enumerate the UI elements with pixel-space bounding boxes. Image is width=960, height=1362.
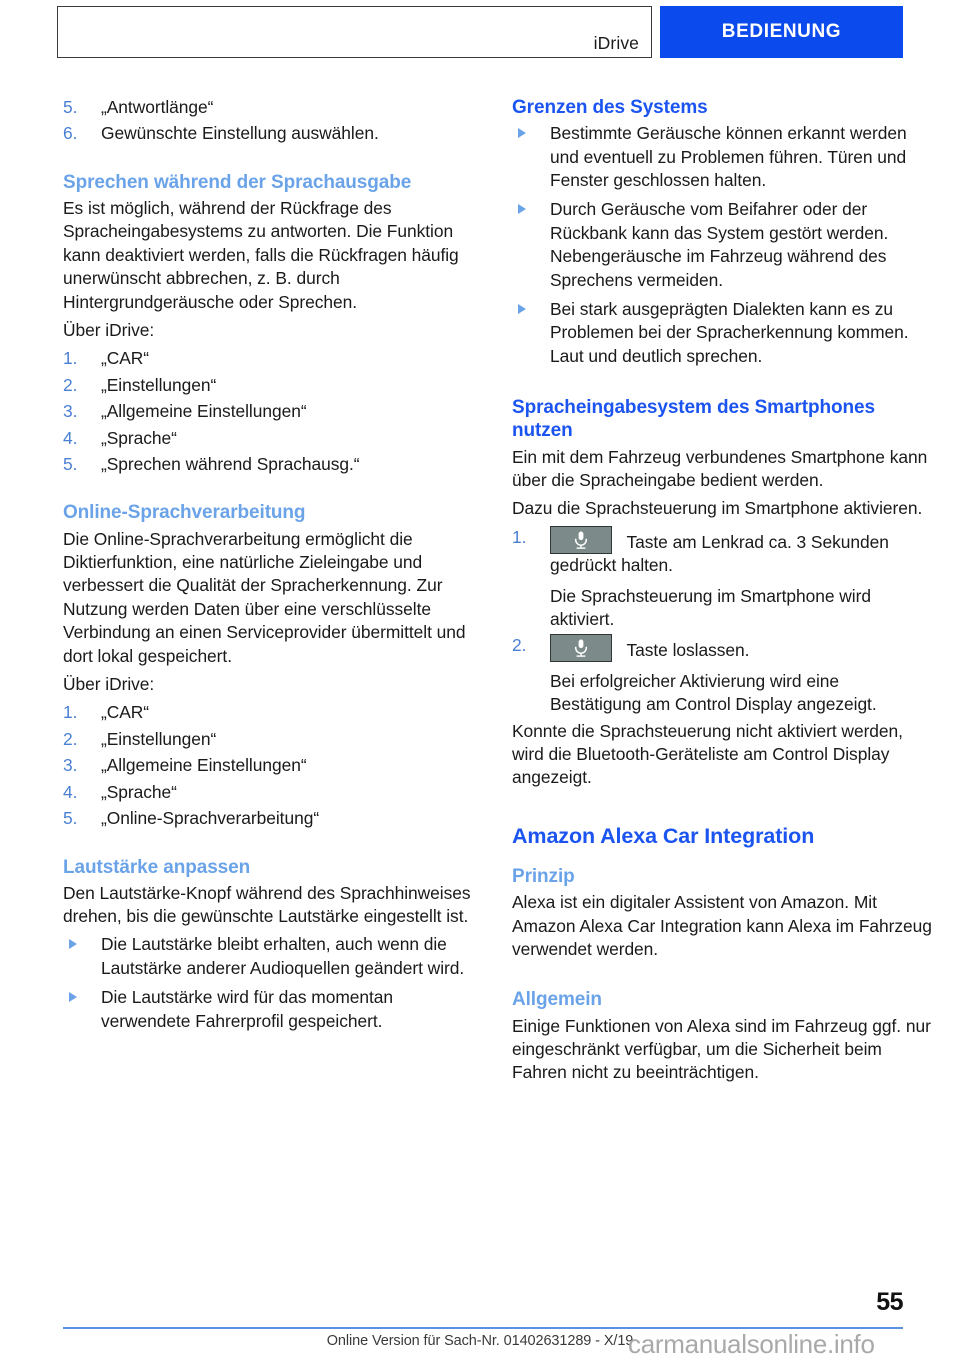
list-marker: 3.	[63, 755, 78, 776]
watermark: carmanualsonline.info	[628, 1329, 875, 1359]
page-header	[57, 6, 903, 58]
list-item	[63, 122, 483, 145]
list-text: „Online-Sprachverarbeitung“	[101, 808, 320, 829]
list-text: Taste am Lenkrad ca. 3 Sekunden gedrückt halten.	[550, 531, 889, 576]
heading-prinzip: Prinzip	[512, 866, 575, 888]
paragraph-sprechen: Es ist möglich, während der Rückfrage des Spracheingabesystems zu antworten. Die Funktion kann deaktiviert werden, falls die Rückfragen häufig unerwünscht abbrechen, z. B. durch Hintergrundgeräusche oder Sprechen.	[63, 197, 459, 312]
heading-spracheingabesystem-smartphone: Spracheingabesystem des Smartphones nutzen	[512, 397, 875, 442]
spacer	[512, 374, 932, 396]
grenzen-bullet-list	[512, 122, 932, 368]
list-text: „Sprache“	[101, 427, 177, 448]
spacer	[63, 479, 483, 501]
list-text: Bei stark ausgeprägten Dialekten kann es zu Problemen bei der Spracherkennung kommen. Laut und deutlich sprechen.	[550, 299, 909, 366]
microphone-icon	[550, 526, 612, 554]
list-text: „Allgemeine Einstellungen“	[101, 401, 307, 422]
list-text: Bestimmte Geräusche können erkannt werden und eventuell zu Problemen führen. Türen und Fenster geschlossen halten.	[550, 123, 907, 190]
heading-allgemein: Allgemein	[512, 989, 602, 1011]
heading-lautstaerke-anpassen: Lautstärke anpassen	[63, 856, 251, 878]
list-marker: 6.	[63, 123, 78, 144]
smartphone-step-list	[512, 526, 932, 717]
heading-amazon-alexa-car-integration: Amazon Alexa Car Integration	[512, 823, 815, 848]
list-item	[63, 347, 483, 370]
list-text: „Allgemeine Einstellungen“	[101, 755, 307, 776]
list-text: „Sprechen während Sprachausg.“	[101, 454, 360, 475]
list-item	[512, 634, 932, 716]
list-marker: 4.	[63, 781, 78, 802]
lautstaerke-bullet-list	[63, 933, 483, 1033]
spacer	[63, 834, 483, 856]
list-item	[512, 122, 932, 192]
list-item	[63, 453, 483, 476]
header-chapter-tab	[660, 6, 903, 58]
list-text: „Sprache“	[101, 781, 177, 802]
triangle-bullet-icon	[69, 992, 77, 1002]
list-marker: 1.	[63, 702, 78, 723]
list-item	[63, 807, 483, 830]
list-text: „Einstellungen“	[101, 728, 217, 749]
list-item	[63, 96, 483, 119]
list-item	[63, 728, 483, 751]
list-marker: 1.	[512, 526, 527, 547]
list-text: Die Lautstärke bleibt erhalten, auch wenn die Lautstärke anderer Audioquellen geändert wird.	[101, 934, 465, 978]
list-item	[63, 427, 483, 450]
list-marker: 5.	[63, 97, 78, 117]
list-marker: 5.	[63, 808, 78, 829]
list-item	[63, 781, 483, 804]
list-item	[63, 400, 483, 423]
via-idrive-label-2: Über iDrive:	[63, 674, 155, 695]
list-item	[512, 298, 932, 368]
step-note: Bei erfolgreicher Aktivierung wird eine Bestätigung am Control Display angezeigt.	[550, 670, 877, 715]
paragraph-lautstaerke: Den Lautstärke-Knopf während des Sprachhinweises drehen, bis die gewünschte Lautstärke eingestellt ist.	[63, 882, 471, 927]
triangle-bullet-icon	[518, 304, 526, 314]
list-text: „Einstellungen“	[101, 374, 217, 395]
right-column	[512, 96, 932, 1090]
footer-note: Online Version für Sach-Nr. 01402631289 - X/19	[326, 1333, 634, 1349]
paragraph-smartphone-1: Ein mit dem Fahrzeug verbundenes Smartphone kann über die Spracheingabe bedient werden.	[512, 446, 928, 490]
left-column	[63, 96, 483, 1039]
list-item	[512, 526, 932, 632]
continued-step-list	[63, 96, 483, 146]
list-marker: 4.	[63, 427, 78, 448]
spacer	[512, 853, 932, 865]
list-item	[512, 198, 932, 292]
list-marker: 3.	[63, 401, 78, 422]
list-marker: 1.	[63, 348, 78, 369]
header-chapter-label: BEDIENUNG	[721, 21, 842, 42]
list-item	[63, 933, 483, 980]
header-topic-label: iDrive	[593, 32, 639, 53]
header-divider	[652, 6, 660, 58]
paragraph-smartphone-closing: Konnte die Sprachsteuerung nicht aktiviert werden, wird die Bluetooth-Geräteliste am Control Display angezeigt.	[512, 720, 903, 788]
list-item	[63, 754, 483, 777]
paragraph-online: Die Online-Sprachverarbeitung ermöglicht die Diktierfunktion, eine natürliche Zieleingabe und verbessert die Qualität der Spracherkennung. Zur Nutzung werden Daten über eine verschlüsselte Verbindung an einen Serviceprovider übermittelt und dort lokal gespeichert.	[63, 528, 466, 666]
paragraph-prinzip: Alexa ist ein digitaler Assistent von Amazon. Mit Amazon Alexa Car Integration kann Alexa im Fahrzeug verwendet werden.	[512, 892, 932, 960]
header-topic-box	[57, 6, 652, 58]
list-marker: 2.	[63, 374, 78, 395]
list-item	[63, 986, 483, 1033]
spacer	[512, 966, 932, 988]
list-text: Gewünschte Einstellung auswählen.	[101, 123, 379, 144]
list-text: Taste loslassen.	[626, 640, 750, 661]
page-number: 55	[876, 1288, 903, 1316]
triangle-bullet-icon	[69, 939, 77, 949]
heading-sprechen-waehrend-sprachausgabe: Sprechen während der Sprachausgabe	[63, 171, 412, 193]
spacer	[63, 149, 483, 171]
list-text: „CAR“	[101, 348, 150, 369]
online-step-list	[63, 701, 483, 830]
list-marker: 2.	[63, 728, 78, 749]
microphone-icon	[550, 634, 612, 662]
list-item	[63, 701, 483, 724]
list-item	[63, 374, 483, 397]
paragraph-allgemein: Einige Funktionen von Alexa sind im Fahrzeug ggf. nur eingeschränkt verfügbar, um die Sicherheit beim Fahren nicht zu beeinträchtigen.	[512, 1015, 931, 1083]
list-text: Die Lautstärke wird für das momentan verwendete Fahrerprofil gespeichert.	[101, 987, 394, 1031]
heading-online-sprachverarbeitung: Online-Sprachverarbeitung	[63, 502, 306, 524]
list-marker: 5.	[63, 454, 78, 475]
via-idrive-label-1: Über iDrive:	[63, 320, 155, 341]
list-text: Durch Geräusche vom Beifahrer oder der Rückbank kann das System gestört werden. Nebengeräusche im Fahrzeug während des Sprechens vermeiden.	[550, 199, 889, 290]
spacer	[512, 795, 932, 823]
list-text: „Antwortlänge“	[101, 97, 214, 117]
heading-grenzen-des-systems: Grenzen des Systems	[512, 97, 708, 118]
triangle-bullet-icon	[518, 128, 526, 138]
list-marker: 2.	[512, 635, 527, 656]
triangle-bullet-icon	[518, 204, 526, 214]
step-note: Die Sprachsteuerung im Smartphone wird aktiviert.	[550, 585, 871, 630]
sprechen-step-list	[63, 347, 483, 476]
paragraph-smartphone-2: Dazu die Sprachsteuerung im Smartphone aktivieren.	[512, 498, 923, 519]
list-text: „CAR“	[101, 702, 150, 723]
